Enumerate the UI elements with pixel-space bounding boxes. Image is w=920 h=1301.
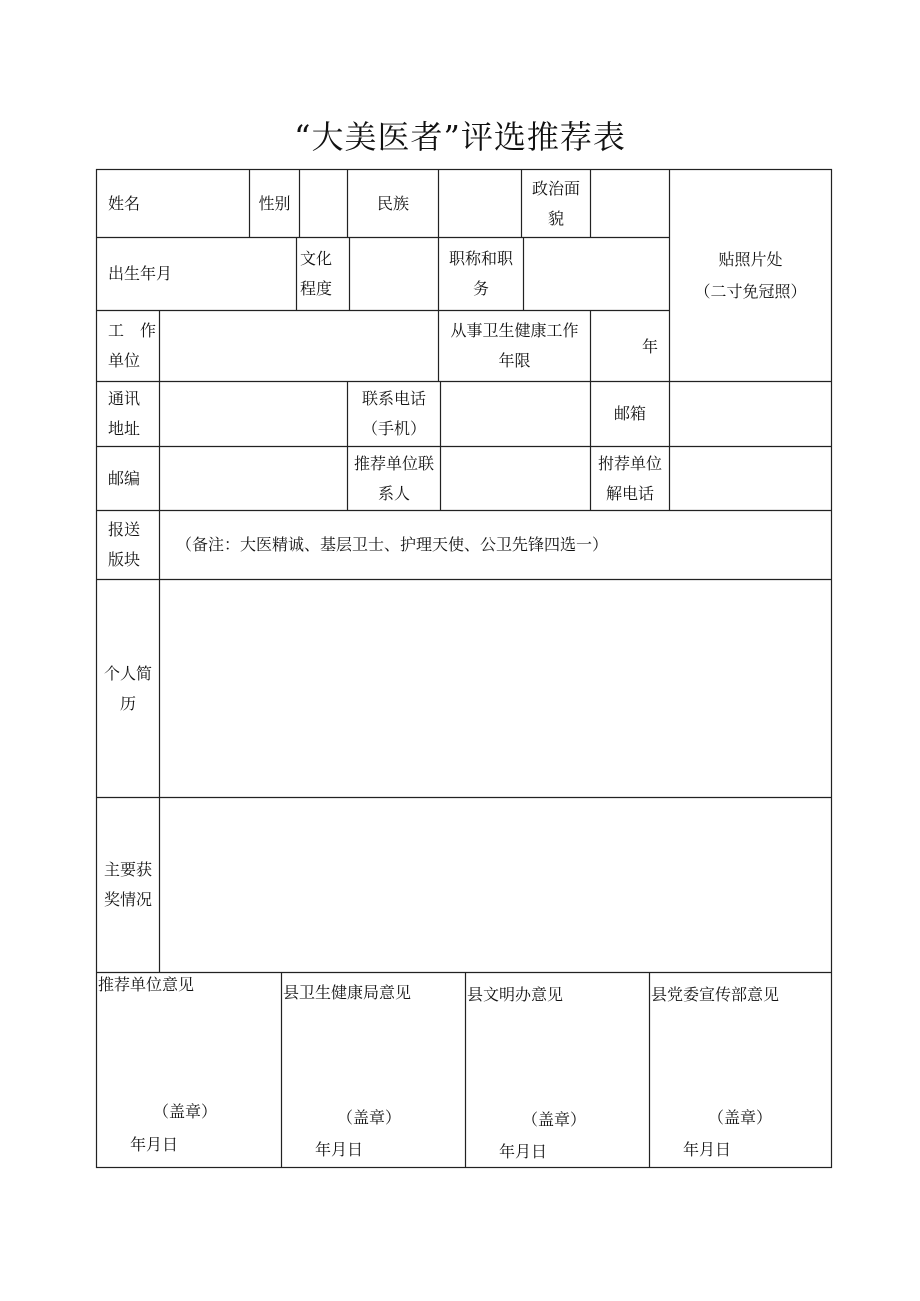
category-field[interactable]	[176, 511, 826, 579]
years-unit: 年	[641, 337, 658, 356]
date-label: 年月日	[683, 1140, 732, 1159]
label-work-unit: 工 作 单位	[108, 321, 157, 370]
date-label: 年月日	[130, 1135, 179, 1154]
opinion-civilization-office[interactable]	[466, 973, 649, 1167]
label-awards: 主要获 奖情况	[103, 860, 152, 909]
label-mobile-phone: 联系电话 （手机）	[361, 389, 426, 438]
opinion-label: 县卫生健康局意见	[283, 983, 412, 1002]
email-field[interactable]	[670, 382, 831, 446]
date-label: 年月日	[315, 1140, 364, 1159]
mobile-phone-field[interactable]	[441, 382, 590, 446]
awards-field[interactable]	[160, 798, 831, 972]
opinion-label: 县党委宣传部意见	[651, 985, 780, 1004]
label-unit-phone: 拊荐单位 解电话	[597, 453, 662, 503]
opinion-health-bureau[interactable]	[282, 973, 465, 1167]
political-status-field[interactable]	[591, 170, 669, 237]
work-years-field[interactable]	[591, 311, 669, 381]
label-category: 报送 版块	[108, 520, 141, 569]
label-resume: 个人简 历	[103, 663, 152, 713]
label-birth-date: 出生年月	[108, 264, 173, 283]
label-work-years: 从事卫生健康工作 年限	[450, 321, 579, 370]
opinion-propaganda-dept[interactable]	[650, 973, 831, 1167]
label-email: 邮箱	[613, 404, 646, 423]
work-unit-field[interactable]	[160, 311, 438, 381]
photo-area[interactable]: 贴照片处 （二寸免冠照）	[694, 249, 807, 301]
opinion-label: 推荐单位意见	[98, 975, 195, 994]
label-ethnicity: 民族	[376, 193, 409, 213]
gender-field[interactable]	[300, 170, 347, 237]
zip-code-field[interactable]	[160, 447, 347, 510]
label-address: 通讯 地址	[108, 389, 141, 438]
education-field[interactable]	[350, 238, 438, 310]
category-note: （备注：大医精诚、基层卫士、护理天使、公卫先锋四选一）	[176, 535, 609, 554]
date-label: 年月日	[499, 1142, 548, 1161]
address-field[interactable]	[160, 382, 347, 446]
label-name: 姓名	[108, 193, 141, 213]
label-political-status: 政治面 貌	[531, 178, 580, 228]
opinion-label: 县文明办意见	[467, 985, 564, 1004]
label-gender: 性别	[258, 193, 291, 213]
unit-phone-field[interactable]	[670, 447, 831, 510]
seal-label: （盖章）	[708, 1108, 773, 1127]
seal-label: （盖章）	[153, 1102, 218, 1121]
resume-field[interactable]	[160, 580, 831, 797]
form-title: “大美医者”评选推荐表	[294, 118, 626, 156]
opinion-recommending-unit[interactable]	[97, 973, 281, 1167]
label-zip-code: 邮编	[108, 468, 141, 488]
ethnicity-field[interactable]	[439, 170, 521, 237]
seal-label: （盖章）	[522, 1110, 587, 1129]
label-unit-contact: 推荐单位联 系人	[353, 453, 434, 503]
label-education: 文化 程度	[300, 249, 333, 298]
unit-contact-field[interactable]	[441, 447, 590, 510]
seal-label: （盖章）	[337, 1108, 402, 1127]
professional-title-field[interactable]	[524, 238, 669, 310]
label-professional-title: 职称和职 务	[448, 249, 513, 298]
